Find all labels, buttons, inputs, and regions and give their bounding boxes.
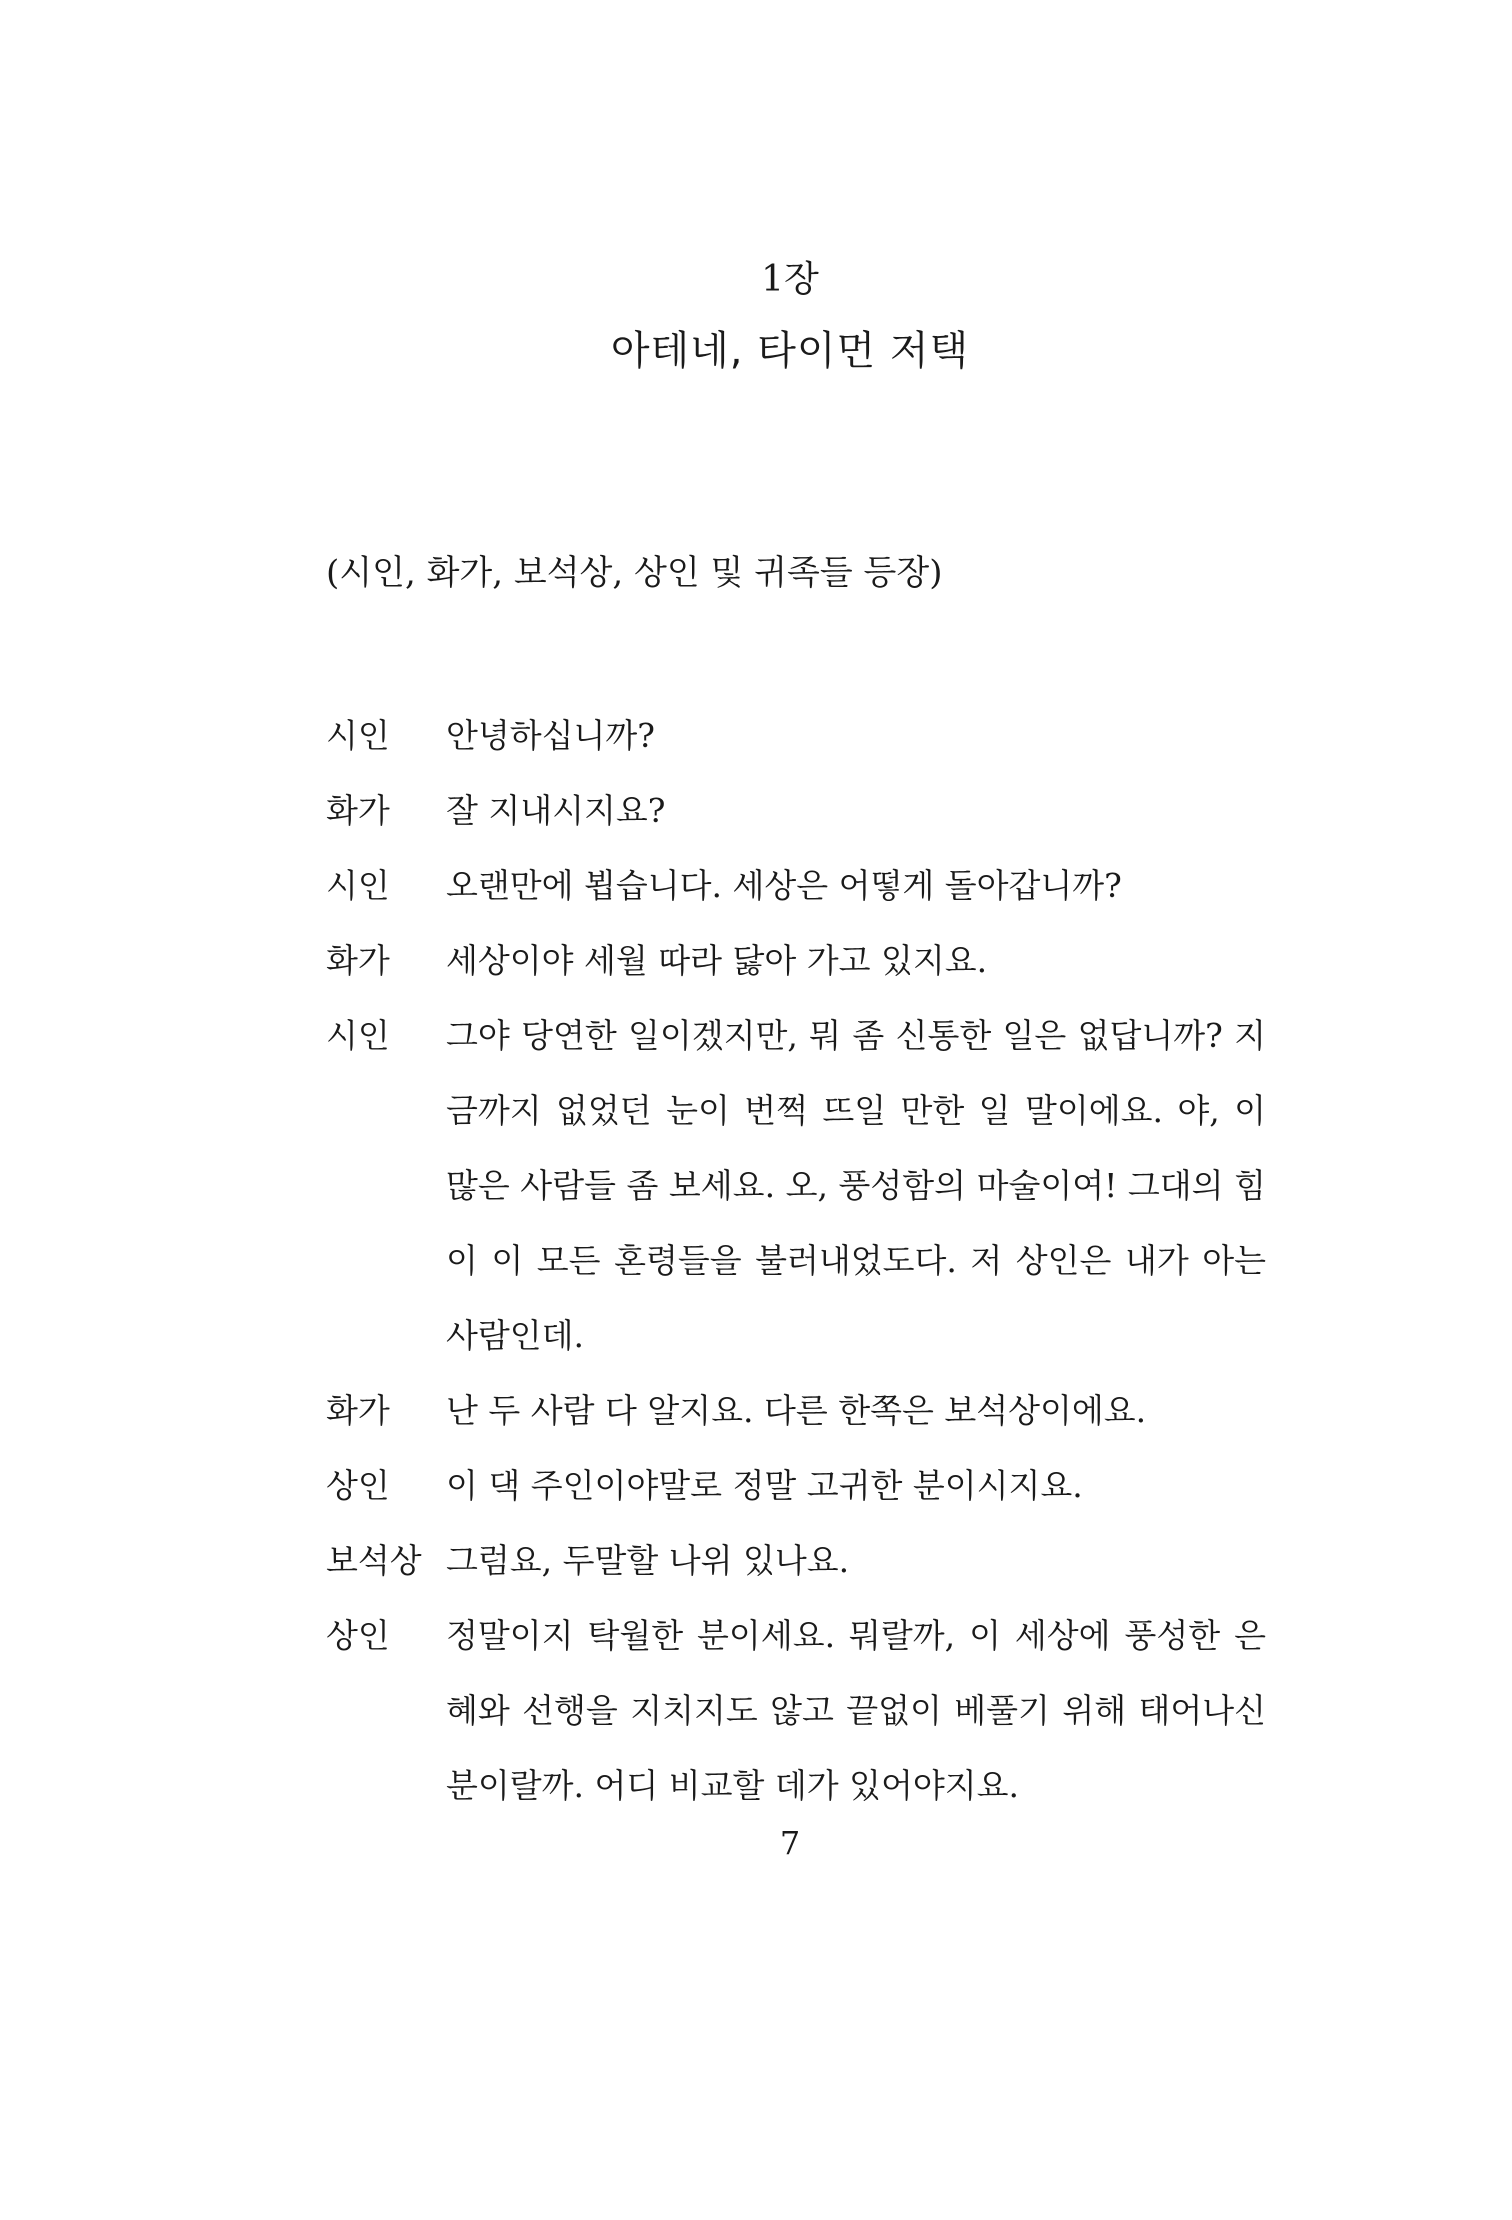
speech-text: 오랜만에 뵙습니다. 세상은 어떻게 돌아갑니까?	[446, 866, 1122, 905]
dialogue-line	[326, 848, 1266, 923]
dialogue-line	[326, 998, 1266, 1373]
speech-text: 난 두 사람 다 알지요. 다른 한쪽은 보석상이에요.	[446, 1391, 1147, 1430]
dialogue-block	[326, 698, 1266, 1823]
speaker-name: 시인	[326, 1016, 390, 1055]
speech-text: 이 댁 주인이야말로 정말 고귀한 분이시지요.	[446, 1466, 1083, 1505]
speaker-name: 상인	[326, 1466, 390, 1505]
dialogue-line	[326, 1598, 1266, 1823]
speaker-name: 시인	[326, 716, 390, 755]
page-number: 7	[779, 1824, 801, 1862]
speech-text: 그야 당연한 일이겠지만, 뭐 좀 신통한 일은 없답니까? 지금까지 없었던 눈이 번쩍 뜨일 만한 일 말이에요. 야, 이 많은 사람들 좀 보세요. 오, 풍성함의 마술이여! 그대의 힘이 이 모든 혼령들을 불러내었도다. 저 상인은 내가 아는 사람인데.	[446, 1016, 1266, 1355]
speech-text: 정말이지 탁월한 분이세요. 뭐랄까, 이 세상에 풍성한 은혜와 선행을 지치지도 않고 끝없이 베풀기 위해 태어나신 분이랄까. 어디 비교할 데가 있어야지요.	[446, 1616, 1266, 1805]
speech-text: 세상이야 세월 따라 닳아 가고 있지요.	[446, 941, 988, 980]
dialogue-line	[326, 773, 1266, 848]
dialogue-line	[326, 698, 1266, 773]
speaker-name: 상인	[326, 1616, 390, 1655]
dialogue-line	[326, 1523, 1266, 1598]
speech-text: 안녕하십니까?	[446, 716, 655, 755]
speaker-name: 화가	[326, 941, 390, 980]
scene-title: 아테네, 타이먼 저택	[610, 328, 970, 374]
speaker-name: 화가	[326, 1391, 390, 1430]
dialogue-line	[326, 923, 1266, 998]
dialogue-line	[326, 1373, 1266, 1448]
speaker-name: 시인	[326, 866, 390, 905]
dialogue-line	[326, 1448, 1266, 1523]
scene-number: 1장	[761, 259, 819, 300]
speaker-name: 보석상	[326, 1541, 422, 1580]
stage-direction: (시인, 화가, 보석상, 상인 및 귀족들 등장)	[326, 553, 943, 593]
speech-text: 잘 지내시지요?	[446, 791, 666, 830]
speech-text: 그럼요, 두말할 나위 있나요.	[446, 1541, 850, 1580]
speaker-name: 화가	[326, 791, 390, 830]
